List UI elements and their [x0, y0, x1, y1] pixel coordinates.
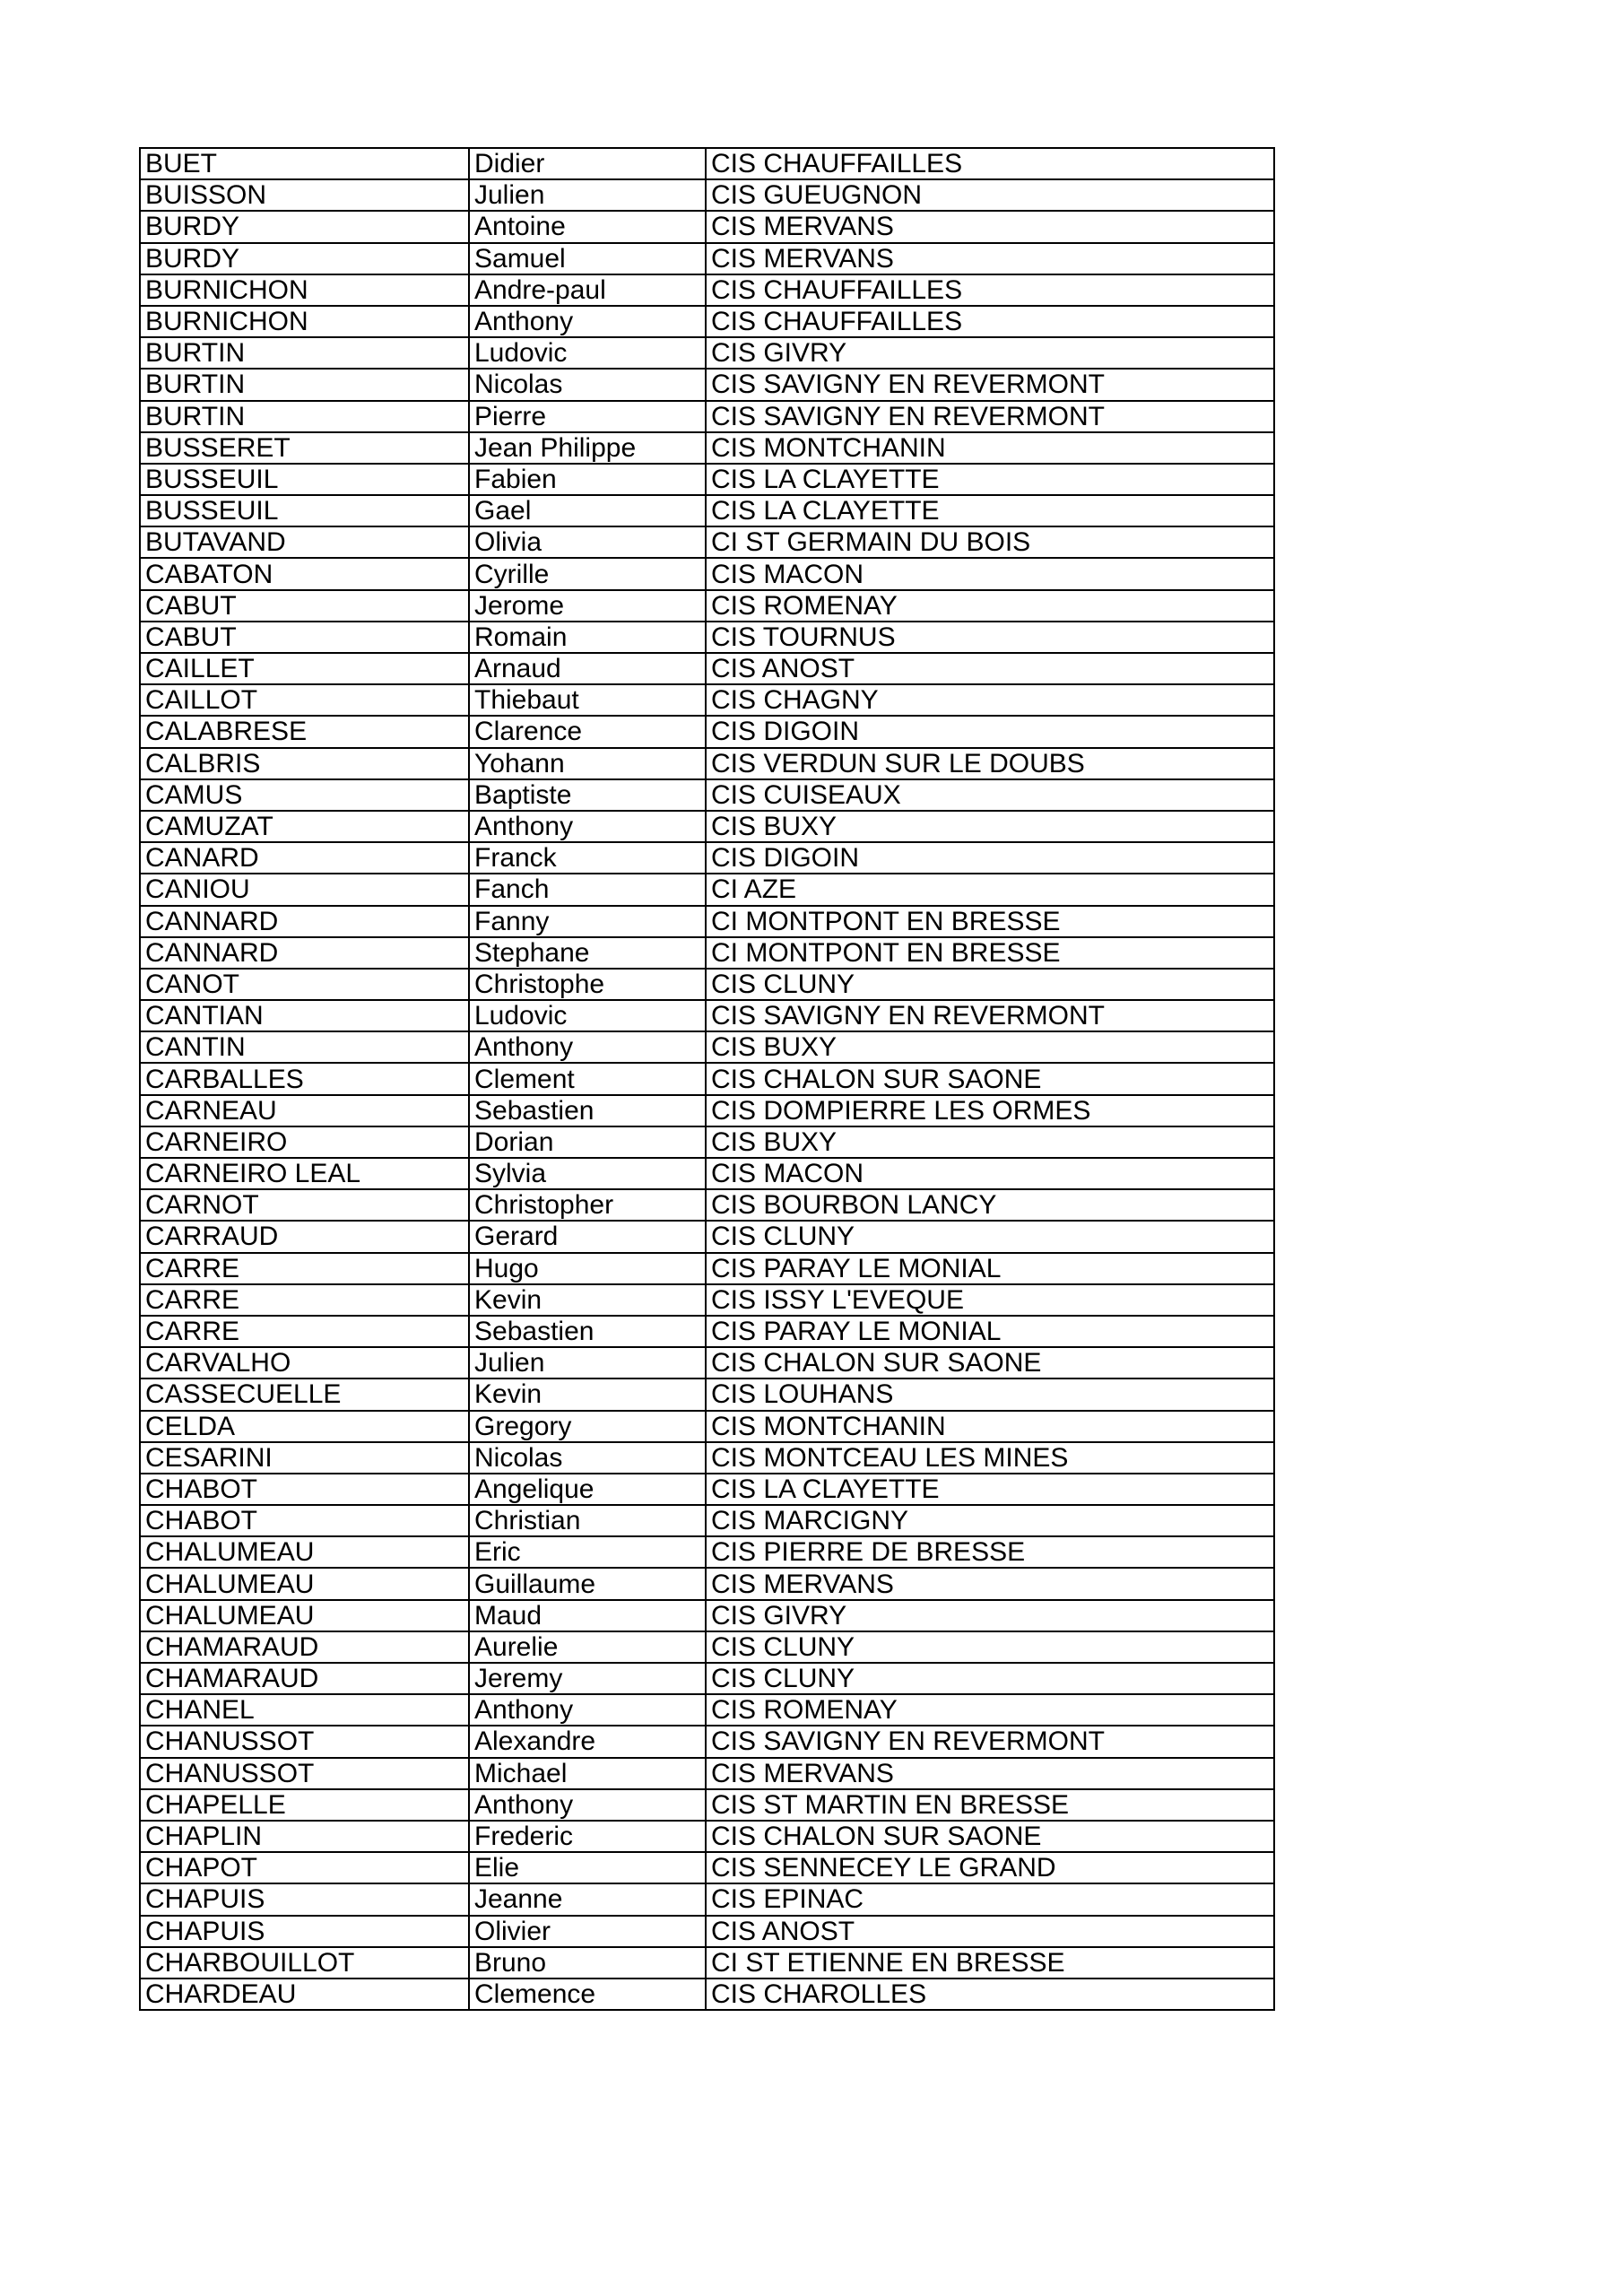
table-row: [140, 653, 1274, 684]
first-name-cell: Franck: [469, 842, 706, 874]
last-name-cell: CARVALHO: [140, 1347, 469, 1378]
fire-station-cell: CIS CHAUFFAILLES: [706, 306, 1274, 337]
first-name-cell: Frederic: [469, 1821, 706, 1852]
fire-station-cell: CIS ROMENAY: [706, 1694, 1274, 1726]
last-name-cell: CHARDEAU: [140, 1979, 469, 2010]
table-row: [140, 1600, 1274, 1631]
first-name-cell: Didier: [469, 148, 706, 179]
table-row: [140, 1979, 1274, 2010]
table-row: [140, 842, 1274, 874]
last-name-cell: CASSECUELLE: [140, 1378, 469, 1410]
last-name-cell: CHAPLIN: [140, 1821, 469, 1852]
fire-station-cell: CIS PIERRE DE BRESSE: [706, 1536, 1274, 1568]
last-name-cell: CANOT: [140, 969, 469, 1000]
fire-station-cell: CIS GUEUGNON: [706, 179, 1274, 211]
table-row: [140, 906, 1274, 937]
fire-station-cell: CIS SENNECEY LE GRAND: [706, 1852, 1274, 1883]
table-row: [140, 1947, 1274, 1979]
last-name-cell: CHABOT: [140, 1474, 469, 1505]
first-name-cell: Olivia: [469, 526, 706, 558]
first-name-cell: Olivier: [469, 1916, 706, 1947]
first-name-cell: Bruno: [469, 1947, 706, 1979]
first-name-cell: Sebastien: [469, 1095, 706, 1126]
table-row: [140, 1474, 1274, 1505]
first-name-cell: Ludovic: [469, 337, 706, 369]
last-name-cell: CAILLOT: [140, 684, 469, 716]
first-name-cell: Jeanne: [469, 1883, 706, 1915]
fire-station-cell: CIS SAVIGNY EN REVERMONT: [706, 1000, 1274, 1031]
fire-station-cell: CIS LA CLAYETTE: [706, 495, 1274, 526]
fire-station-cell: CIS LOUHANS: [706, 1378, 1274, 1410]
table-row: [140, 179, 1274, 211]
first-name-cell: Yohann: [469, 748, 706, 779]
fire-station-cell: CIS SAVIGNY EN REVERMONT: [706, 401, 1274, 432]
last-name-cell: CHALUMEAU: [140, 1600, 469, 1631]
fire-station-cell: CIS CHAROLLES: [706, 1979, 1274, 2010]
table-row: [140, 1631, 1274, 1663]
first-name-cell: Anthony: [469, 1694, 706, 1726]
fire-station-cell: CIS BUXY: [706, 1126, 1274, 1158]
fire-station-cell: CI MONTPONT EN BRESSE: [706, 937, 1274, 969]
last-name-cell: BUET: [140, 148, 469, 179]
table-row: [140, 1789, 1274, 1821]
table-row: [140, 1726, 1274, 1757]
fire-station-cell: CIS BOURBON LANCY: [706, 1189, 1274, 1221]
fire-station-cell: CIS MONTCHANIN: [706, 1411, 1274, 1442]
last-name-cell: BUSSEUIL: [140, 464, 469, 495]
first-name-cell: Clement: [469, 1063, 706, 1094]
last-name-cell: CARNOT: [140, 1189, 469, 1221]
fire-station-cell: CIS BUXY: [706, 811, 1274, 842]
fire-station-cell: CIS MERVANS: [706, 1758, 1274, 1789]
table-row: [140, 495, 1274, 526]
table-row: [140, 716, 1274, 747]
fire-station-cell: CIS CHALON SUR SAONE: [706, 1063, 1274, 1094]
last-name-cell: BURDY: [140, 211, 469, 242]
fire-station-cell: CIS MERVANS: [706, 211, 1274, 242]
table-row: [140, 590, 1274, 622]
fire-station-cell: CIS BUXY: [706, 1031, 1274, 1063]
fire-station-cell: CIS SAVIGNY EN REVERMONT: [706, 1726, 1274, 1757]
first-name-cell: Sebastien: [469, 1316, 706, 1347]
first-name-cell: Christian: [469, 1505, 706, 1536]
fire-station-cell: CIS MARCIGNY: [706, 1505, 1274, 1536]
first-name-cell: Aurelie: [469, 1631, 706, 1663]
personnel-table-body: [140, 148, 1274, 2010]
first-name-cell: Antoine: [469, 211, 706, 242]
table-row: [140, 1347, 1274, 1378]
last-name-cell: CHAMARAUD: [140, 1631, 469, 1663]
last-name-cell: CANNARD: [140, 937, 469, 969]
table-row: [140, 274, 1274, 306]
fire-station-cell: CIS CHAGNY: [706, 684, 1274, 716]
last-name-cell: CARNEIRO: [140, 1126, 469, 1158]
last-name-cell: CANTIN: [140, 1031, 469, 1063]
last-name-cell: CABUT: [140, 590, 469, 622]
fire-station-cell: CIS MERVANS: [706, 1568, 1274, 1599]
first-name-cell: Gerard: [469, 1221, 706, 1252]
table-row: [140, 1442, 1274, 1474]
fire-station-cell: CIS LA CLAYETTE: [706, 464, 1274, 495]
last-name-cell: CHAPELLE: [140, 1789, 469, 1821]
last-name-cell: BUSSERET: [140, 432, 469, 464]
last-name-cell: CESARINI: [140, 1442, 469, 1474]
first-name-cell: Fanch: [469, 874, 706, 905]
last-name-cell: BUTAVAND: [140, 526, 469, 558]
last-name-cell: BURNICHON: [140, 274, 469, 306]
last-name-cell: BURNICHON: [140, 306, 469, 337]
fire-station-cell: CIS PARAY LE MONIAL: [706, 1316, 1274, 1347]
last-name-cell: CALBRIS: [140, 748, 469, 779]
first-name-cell: Christopher: [469, 1189, 706, 1221]
table-row: [140, 779, 1274, 811]
last-name-cell: CARNEAU: [140, 1095, 469, 1126]
first-name-cell: Anthony: [469, 1031, 706, 1063]
last-name-cell: CAMUS: [140, 779, 469, 811]
fire-station-cell: CIS ROMENAY: [706, 590, 1274, 622]
last-name-cell: BURDY: [140, 243, 469, 274]
first-name-cell: Christophe: [469, 969, 706, 1000]
first-name-cell: Julien: [469, 1347, 706, 1378]
table-row: [140, 1883, 1274, 1915]
last-name-cell: CARNEIRO LEAL: [140, 1158, 469, 1189]
table-row: [140, 401, 1274, 432]
first-name-cell: Cyrille: [469, 558, 706, 589]
fire-station-cell: CIS ANOST: [706, 653, 1274, 684]
fire-station-cell: CIS MACON: [706, 558, 1274, 589]
first-name-cell: Alexandre: [469, 1726, 706, 1757]
table-row: [140, 874, 1274, 905]
table-row: [140, 937, 1274, 969]
last-name-cell: BURTIN: [140, 369, 469, 400]
table-row: [140, 1821, 1274, 1852]
last-name-cell: CHAPUIS: [140, 1883, 469, 1915]
table-row: [140, 684, 1274, 716]
first-name-cell: Thiebaut: [469, 684, 706, 716]
table-row: [140, 337, 1274, 369]
table-row: [140, 243, 1274, 274]
last-name-cell: CHALUMEAU: [140, 1568, 469, 1599]
table-row: [140, 211, 1274, 242]
last-name-cell: CHANUSSOT: [140, 1726, 469, 1757]
first-name-cell: Fanny: [469, 906, 706, 937]
fire-station-cell: CIS PARAY LE MONIAL: [706, 1253, 1274, 1284]
last-name-cell: BUSSEUIL: [140, 495, 469, 526]
table-row: [140, 148, 1274, 179]
first-name-cell: Eric: [469, 1536, 706, 1568]
table-row: [140, 369, 1274, 400]
table-row: [140, 622, 1274, 653]
last-name-cell: CANIOU: [140, 874, 469, 905]
table-row: [140, 558, 1274, 589]
first-name-cell: Kevin: [469, 1378, 706, 1410]
first-name-cell: Jean Philippe: [469, 432, 706, 464]
last-name-cell: CHAPOT: [140, 1852, 469, 1883]
fire-station-cell: CIS MACON: [706, 1158, 1274, 1189]
fire-station-cell: CIS DIGOIN: [706, 842, 1274, 874]
table-row: [140, 1284, 1274, 1316]
last-name-cell: CAMUZAT: [140, 811, 469, 842]
last-name-cell: CARRAUD: [140, 1221, 469, 1252]
first-name-cell: Arnaud: [469, 653, 706, 684]
table-row: [140, 1378, 1274, 1410]
first-name-cell: Hugo: [469, 1253, 706, 1284]
table-row: [140, 1221, 1274, 1252]
table-row: [140, 1758, 1274, 1789]
first-name-cell: Gael: [469, 495, 706, 526]
last-name-cell: CABUT: [140, 622, 469, 653]
first-name-cell: Jerome: [469, 590, 706, 622]
table-row: [140, 1663, 1274, 1694]
last-name-cell: CARRE: [140, 1284, 469, 1316]
last-name-cell: CALABRESE: [140, 716, 469, 747]
table-row: [140, 1852, 1274, 1883]
table-row: [140, 1253, 1274, 1284]
first-name-cell: Nicolas: [469, 369, 706, 400]
first-name-cell: Nicolas: [469, 1442, 706, 1474]
last-name-cell: CANNARD: [140, 906, 469, 937]
fire-station-cell: CIS DOMPIERRE LES ORMES: [706, 1095, 1274, 1126]
table-row: [140, 969, 1274, 1000]
first-name-cell: Michael: [469, 1758, 706, 1789]
first-name-cell: Clemence: [469, 1979, 706, 2010]
table-row: [140, 432, 1274, 464]
first-name-cell: Jeremy: [469, 1663, 706, 1694]
last-name-cell: CHAPUIS: [140, 1916, 469, 1947]
last-name-cell: BURTIN: [140, 337, 469, 369]
first-name-cell: Anthony: [469, 811, 706, 842]
fire-station-cell: CIS CHALON SUR SAONE: [706, 1821, 1274, 1852]
first-name-cell: Maud: [469, 1600, 706, 1631]
fire-station-cell: CIS CHALON SUR SAONE: [706, 1347, 1274, 1378]
fire-station-cell: CIS CLUNY: [706, 969, 1274, 1000]
table-row: [140, 1316, 1274, 1347]
fire-station-cell: CIS CLUNY: [706, 1221, 1274, 1252]
table-row: [140, 1411, 1274, 1442]
fire-station-cell: CIS CHAUFFAILLES: [706, 148, 1274, 179]
last-name-cell: CANARD: [140, 842, 469, 874]
fire-station-cell: CIS CHAUFFAILLES: [706, 274, 1274, 306]
first-name-cell: Pierre: [469, 401, 706, 432]
fire-station-cell: CI MONTPONT EN BRESSE: [706, 906, 1274, 937]
fire-station-cell: CIS VERDUN SUR LE DOUBS: [706, 748, 1274, 779]
last-name-cell: CHARBOUILLOT: [140, 1947, 469, 1979]
fire-station-cell: CIS GIVRY: [706, 1600, 1274, 1631]
table-row: [140, 1916, 1274, 1947]
first-name-cell: Andre-paul: [469, 274, 706, 306]
first-name-cell: Gregory: [469, 1411, 706, 1442]
last-name-cell: CANTIAN: [140, 1000, 469, 1031]
first-name-cell: Kevin: [469, 1284, 706, 1316]
table-row: [140, 1063, 1274, 1094]
last-name-cell: CHABOT: [140, 1505, 469, 1536]
table-row: [140, 464, 1274, 495]
last-name-cell: CHANEL: [140, 1694, 469, 1726]
fire-station-cell: CIS MERVANS: [706, 243, 1274, 274]
first-name-cell: Samuel: [469, 243, 706, 274]
table-row: [140, 811, 1274, 842]
table-row: [140, 1694, 1274, 1726]
fire-station-cell: CIS MONTCEAU LES MINES: [706, 1442, 1274, 1474]
fire-station-cell: CIS CLUNY: [706, 1663, 1274, 1694]
personnel-table: [139, 147, 1275, 2011]
first-name-cell: Ludovic: [469, 1000, 706, 1031]
table-row: [140, 1158, 1274, 1189]
last-name-cell: CELDA: [140, 1411, 469, 1442]
table-row: [140, 748, 1274, 779]
table-row: [140, 306, 1274, 337]
table-row: [140, 1126, 1274, 1158]
last-name-cell: CARRE: [140, 1316, 469, 1347]
fire-station-cell: CIS MONTCHANIN: [706, 432, 1274, 464]
first-name-cell: Sylvia: [469, 1158, 706, 1189]
fire-station-cell: CIS CUISEAUX: [706, 779, 1274, 811]
fire-station-cell: CIS ST MARTIN EN BRESSE: [706, 1789, 1274, 1821]
first-name-cell: Stephane: [469, 937, 706, 969]
table-row: [140, 1505, 1274, 1536]
fire-station-cell: CIS SAVIGNY EN REVERMONT: [706, 369, 1274, 400]
first-name-cell: Clarence: [469, 716, 706, 747]
table-row: [140, 1536, 1274, 1568]
fire-station-cell: CI AZE: [706, 874, 1274, 905]
table-row: [140, 1031, 1274, 1063]
first-name-cell: Julien: [469, 179, 706, 211]
table-row: [140, 1095, 1274, 1126]
fire-station-cell: CI ST GERMAIN DU BOIS: [706, 526, 1274, 558]
fire-station-cell: CIS DIGOIN: [706, 716, 1274, 747]
fire-station-cell: CIS EPINAC: [706, 1883, 1274, 1915]
fire-station-cell: CI ST ETIENNE EN BRESSE: [706, 1947, 1274, 1979]
first-name-cell: Baptiste: [469, 779, 706, 811]
last-name-cell: BURTIN: [140, 401, 469, 432]
first-name-cell: Guillaume: [469, 1568, 706, 1599]
last-name-cell: CAILLET: [140, 653, 469, 684]
first-name-cell: Anthony: [469, 1789, 706, 1821]
first-name-cell: Fabien: [469, 464, 706, 495]
fire-station-cell: CIS ISSY L'EVEQUE: [706, 1284, 1274, 1316]
last-name-cell: CHALUMEAU: [140, 1536, 469, 1568]
first-name-cell: Angelique: [469, 1474, 706, 1505]
first-name-cell: Romain: [469, 622, 706, 653]
fire-station-cell: CIS GIVRY: [706, 337, 1274, 369]
fire-station-cell: CIS TOURNUS: [706, 622, 1274, 653]
fire-station-cell: CIS CLUNY: [706, 1631, 1274, 1663]
first-name-cell: Elie: [469, 1852, 706, 1883]
last-name-cell: BUISSON: [140, 179, 469, 211]
first-name-cell: Dorian: [469, 1126, 706, 1158]
last-name-cell: CABATON: [140, 558, 469, 589]
last-name-cell: CHAMARAUD: [140, 1663, 469, 1694]
fire-station-cell: CIS ANOST: [706, 1916, 1274, 1947]
table-row: [140, 1568, 1274, 1599]
table-row: [140, 1189, 1274, 1221]
table-row: [140, 526, 1274, 558]
last-name-cell: CHANUSSOT: [140, 1758, 469, 1789]
first-name-cell: Anthony: [469, 306, 706, 337]
last-name-cell: CARRE: [140, 1253, 469, 1284]
fire-station-cell: CIS LA CLAYETTE: [706, 1474, 1274, 1505]
table-row: [140, 1000, 1274, 1031]
last-name-cell: CARBALLES: [140, 1063, 469, 1094]
